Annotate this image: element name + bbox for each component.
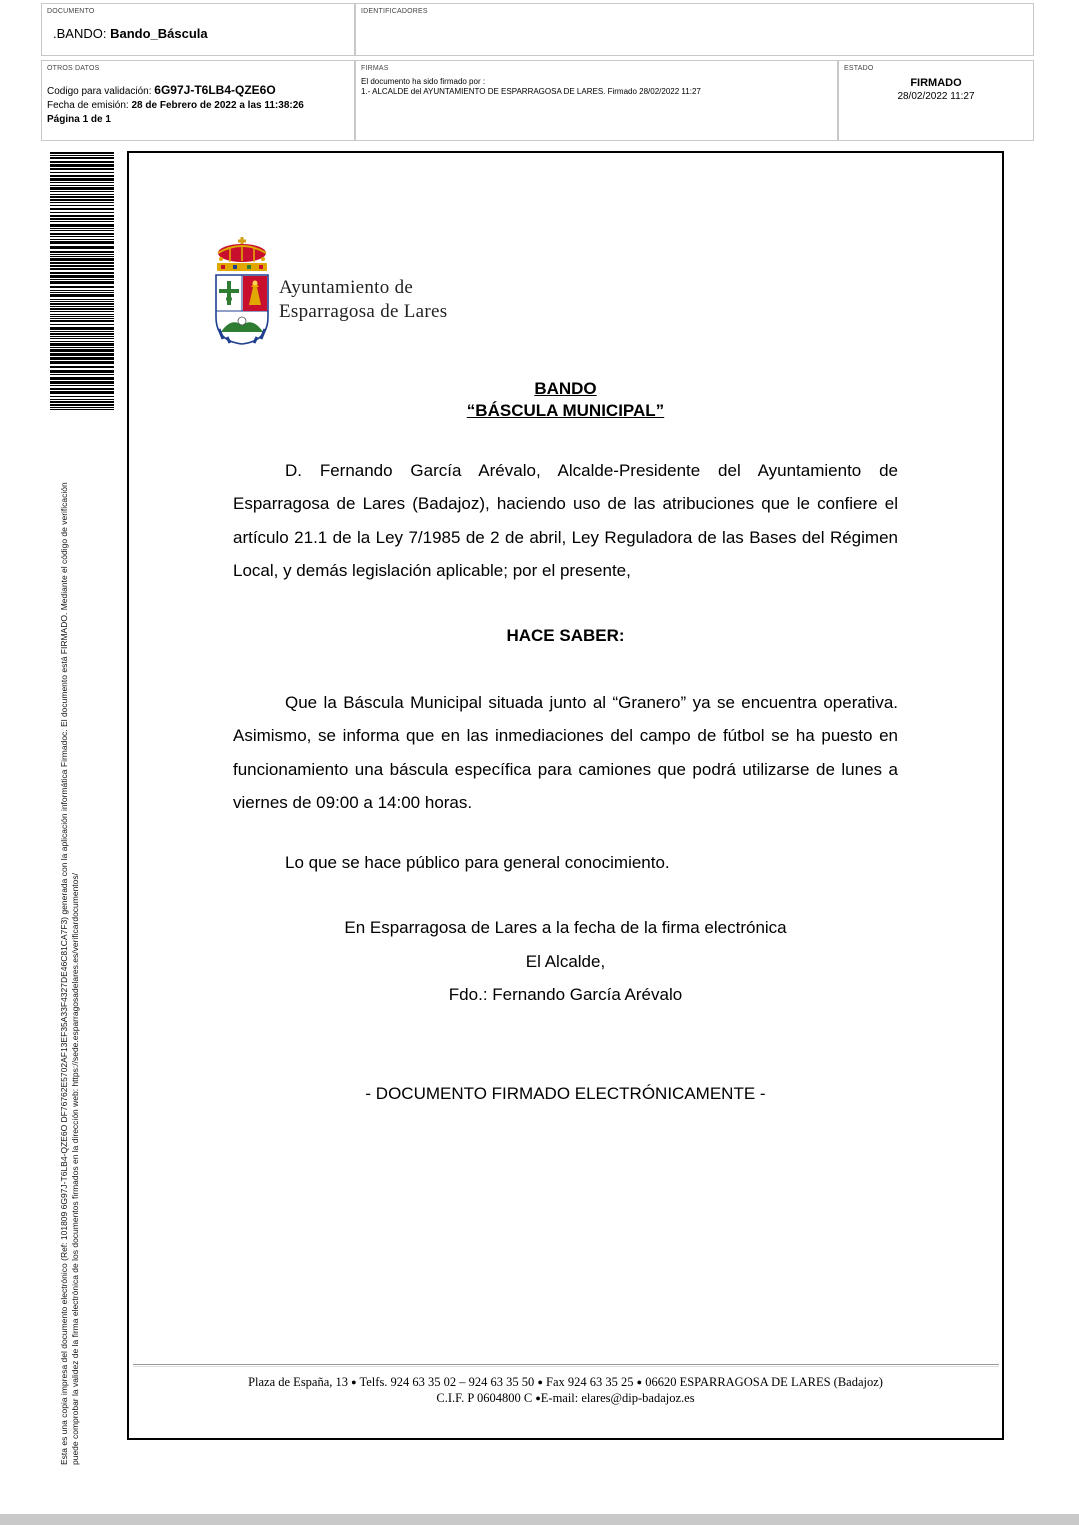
- identificadores-cell: [355, 3, 1034, 56]
- status-date: 28/02/2022 11:27: [897, 91, 975, 102]
- letterhead-line-1: Ayuntamiento de: [279, 277, 414, 298]
- firmas-line-2: 1.- ALCALDE del AYUNTAMIENTO DE ESPARRAGOSA DE LARES. Firmado 28/02/2022 11:27: [361, 87, 701, 96]
- footer-city: 06620 ESPARRAGOSA DE LARES (Badajoz): [645, 1375, 883, 1389]
- firmas-cell: [355, 60, 838, 141]
- bullet-icon: ●: [537, 1377, 543, 1387]
- intro-paragraph: D. Fernando García Arévalo, Alcalde-Presidente del Ayuntamiento de Esparragosa de Lares (Badajoz), haciendo uso de las atribuciones que le confiere el artículo 21.1 de la Ley 7/1985 de 2 de abril, Ley Reguladora de las Bases del Régimen Local, y demás legislación aplicable; por el presente,: [233, 461, 898, 580]
- documento-cell: [41, 3, 355, 56]
- validation-code-line: [47, 83, 304, 99]
- footer-phones: Telfs. 924 63 35 02 – 924 63 35 50: [359, 1375, 535, 1389]
- signature-role: El Alcalde,: [525, 952, 606, 971]
- document-heading: BANDO: [534, 379, 597, 398]
- page-count: Página 1 de 1: [47, 114, 111, 125]
- footer-fax: Fax 924 63 35 25: [546, 1375, 634, 1389]
- issue-date: 28 de Febrero de 2022 a las 11:38:26: [131, 100, 304, 111]
- otros-datos-lines: [47, 83, 304, 127]
- verification-note-line-2: puede comprobar la validez de la firma electrónica de los documentos firmados en la dirección web: https://sede.esparragosadelares.es/verificardocumentos/: [70, 872, 80, 1465]
- firmas-caption: FIRMAS: [361, 65, 389, 72]
- municipal-crest-icon: [213, 237, 271, 345]
- documento-caption: DOCUMENTO: [47, 8, 95, 15]
- notice-paragraph: Que la Báscula Municipal situada junto al “Granero” ya se encuentra operativa. Asimismo, se informa que en las inmediaciones del campo de fútbol se ha puesto en funcionamiento una báscula específica para camiones que podrá utilizarse de lunes a viernes de 09:00 a 14:00 horas.: [233, 693, 898, 812]
- footer-cif: C.I.F. P 0604800 C: [436, 1391, 533, 1405]
- hace-saber-heading: HACE SABER:: [506, 626, 625, 645]
- footer-divider: [133, 1364, 999, 1365]
- validation-code-label: Codigo para validación:: [47, 86, 155, 97]
- identificadores-caption: IDENTIFICADORES: [361, 8, 428, 15]
- bullet-icon: ●: [535, 1393, 541, 1403]
- document-prefix: .BANDO:: [53, 26, 111, 41]
- footer-address: Plaza de España, 13: [248, 1375, 349, 1389]
- firmas-lines: [361, 77, 701, 97]
- closing-paragraph: Lo que se hace público para general conocimiento.: [285, 853, 670, 872]
- electronic-signature-notice: - DOCUMENTO FIRMADO ELECTRÓNICAMENTE -: [365, 1084, 766, 1103]
- validation-code: 6G97J-T6LB4-QZE6O: [154, 83, 276, 97]
- bullet-icon: ●: [636, 1377, 643, 1387]
- status-badge: FIRMADO: [910, 77, 962, 89]
- issue-date-label: Fecha de emisión:: [47, 100, 132, 111]
- letterhead-name: [279, 276, 447, 324]
- signature-place: En Esparragosa de Lares a la fecha de la firma electrónica: [344, 918, 787, 937]
- estado-caption: ESTADO: [844, 65, 874, 72]
- bottom-scroll-strip: [0, 1514, 1079, 1525]
- verification-note-line-1: Esta es una copia impresa del documento electrónico (Ref: 101809 6G97J-T6LB4-QZE6O DF76762E5702AF13EF35A33F4327DE46C81CA7F3) generada con la aplicación informática Firmadoc. El documento está FIRMADO. Mediante el código de verificación: [59, 482, 69, 1465]
- estado-cell: [838, 60, 1034, 141]
- footer-email: E-mail: elares@dip-badajoz.es: [540, 1391, 695, 1405]
- document-name: [53, 26, 208, 41]
- document-title: Bando_Báscula: [110, 26, 208, 41]
- bullet-icon: ●: [351, 1377, 357, 1387]
- footer-id-line: [127, 1391, 1004, 1406]
- otros-datos-cell: [41, 60, 355, 141]
- issue-date-line: [47, 99, 304, 113]
- document-subheading: “BÁSCULA MUNICIPAL”: [466, 401, 665, 420]
- footer-contact-line: [127, 1375, 1004, 1390]
- firmas-line-1: El documento ha sido firmado por :: [361, 77, 486, 86]
- letterhead-line-2: Esparragosa de Lares: [279, 301, 448, 322]
- otros-datos-caption: OTROS DATOS: [47, 65, 100, 72]
- barcode-icon: [50, 152, 114, 410]
- footer-divider-shadow: [133, 1366, 999, 1367]
- signature-name: Fdo.: Fernando García Arévalo: [448, 985, 683, 1004]
